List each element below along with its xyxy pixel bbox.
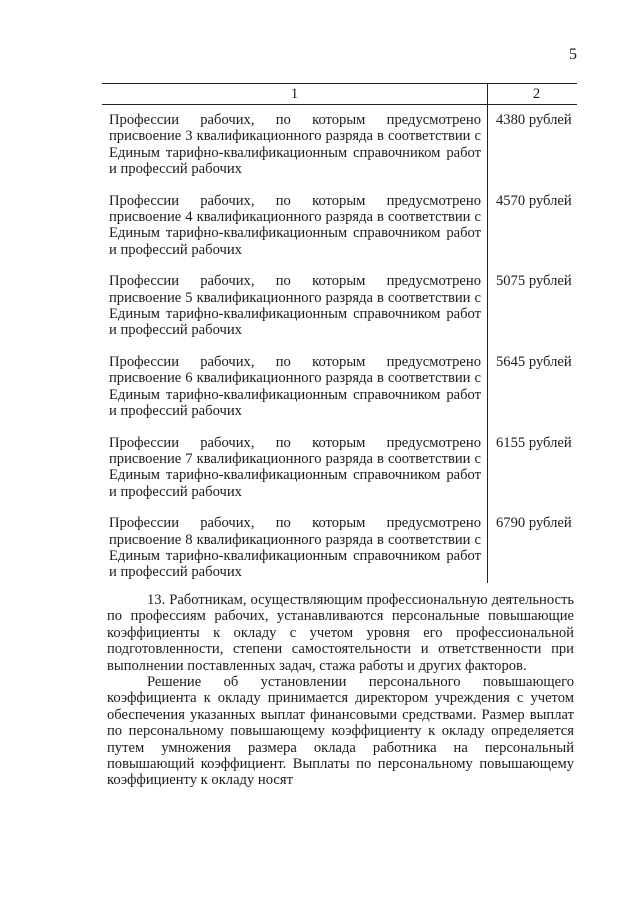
table-header-row: [102, 84, 577, 105]
salary-amount: 4570 рублей: [496, 192, 572, 209]
table-row: [102, 105, 577, 186]
salary-amount: 4380 рублей: [496, 112, 572, 128]
document-body: [107, 592, 574, 789]
profession-description: Профессии рабочих, по которым предусмотрено присвоение 4 квалификационного разряда в соответствии с Единым тарифно-квалификационным справочником работ и профессий рабочих: [102, 186, 488, 267]
profession-description: Профессии рабочих, по которым предусмотрено присвоение 3 квалификационного разряда в соответствии с Единым тарифно-квалификационным справочником работ и профессий рабочих: [102, 105, 488, 186]
paragraph-13: 13. Работникам, осуществляющим профессиональную деятельность по профессиям рабочих, устанавливаются персональные повышающие коэффициенты к окладу с учетом уровня его профессиональной подготовленности, степени самостоятельности и ответственности при выполнении поставленных задач, стажа работы и других факторов.: [107, 592, 574, 674]
salary-amount: 6155 рублей: [496, 434, 572, 451]
column-header-2: 2: [488, 84, 578, 105]
paragraph-decision: Решение об установлении персонального повышающего коэффициента к окладу принимается директором учреждения с учетом обеспечения указанных выплат финансовыми средствами. Размер выплат по персональному повышающему коэффициенту к окладу определяется путем умножения размера оклада работника на персональный повышающий коэффициент. Выплаты по персональному повышающему коэффициенту к окладу носят: [107, 674, 574, 789]
table-row: [102, 347, 577, 428]
salary-amount: 6790 рублей: [496, 515, 572, 532]
salary-table: [102, 83, 577, 583]
salary-amount: 5645 рублей: [496, 353, 572, 370]
table-row: [102, 508, 577, 583]
profession-description: Профессии рабочих, по которым предусмотрено присвоение 6 квалификационного разряда в соответствии с Единым тарифно-квалификационным справочником работ и профессий рабочих: [102, 347, 488, 428]
page-number: 5: [569, 46, 577, 63]
table-row: [102, 266, 577, 347]
profession-description: Профессии рабочих, по которым предусмотрено присвоение 7 квалификационного разряда в соответствии с Единым тарифно-квалификационным справочником работ и профессий рабочих: [102, 428, 488, 509]
profession-description: Профессии рабочих, по которым предусмотрено присвоение 5 квалификационного разряда в соответствии с Единым тарифно-квалификационным справочником работ и профессий рабочих: [102, 266, 488, 347]
profession-description: Профессии рабочих, по которым предусмотрено присвоение 8 квалификационного разряда в соответствии с Единым тарифно-квалификационным справочником работ и профессий рабочих: [102, 508, 488, 583]
table-row: [102, 428, 577, 509]
column-header-1: 1: [102, 84, 488, 105]
table-row: [102, 186, 577, 267]
salary-amount: 5075 рублей: [496, 273, 572, 290]
